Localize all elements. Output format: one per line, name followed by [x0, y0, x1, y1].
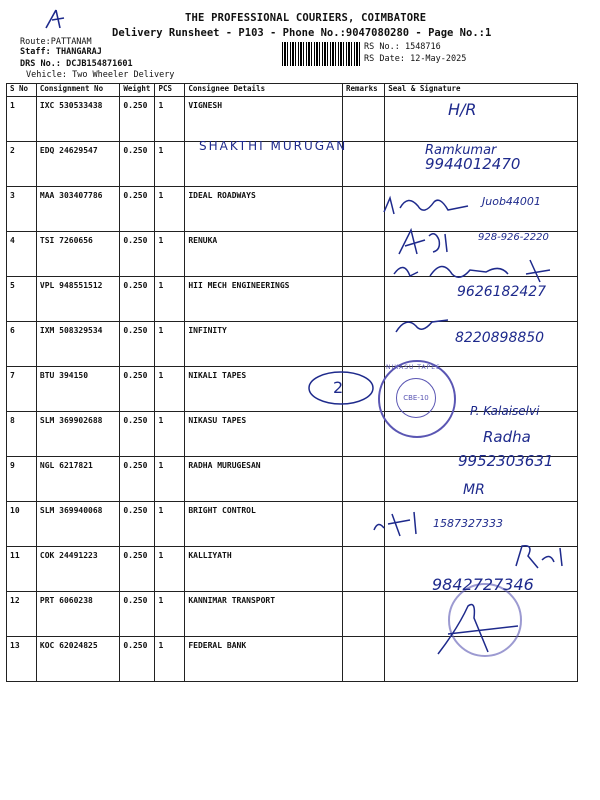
- cell-consignment: BTU 394150: [36, 367, 119, 412]
- cell-pcs: 1: [155, 322, 185, 367]
- signature-row3: [378, 190, 478, 224]
- col-consignment: Consignment No: [36, 84, 119, 97]
- cell-consignee: KALLIYATH: [185, 547, 343, 592]
- cell-consignee: VIGNESH: [185, 97, 343, 142]
- signature-row11: [370, 508, 430, 538]
- cell-consignment: MAA 303407786: [36, 187, 119, 232]
- cell-sno: 13: [7, 637, 37, 682]
- cell-consignee: IDEAL ROADWAYS: [185, 187, 343, 232]
- staff-info: Staff: THANGARAJ: [20, 47, 102, 57]
- handwritten-name-row9b: Radha: [483, 428, 531, 446]
- page-subtitle: Delivery Runsheet - P103 - Phone No.:9047080280 - Page No.:1: [112, 27, 492, 39]
- col-weight: Weight: [120, 84, 155, 97]
- handwritten-name-row2: Ramkumar: [425, 143, 497, 158]
- cell-pcs: 1: [155, 637, 185, 682]
- handwritten-name-row9a: P. Kalaiselvi: [470, 404, 540, 418]
- cell-consignment: SLM 369902688: [36, 412, 119, 457]
- signature-row4: [395, 226, 475, 260]
- cell-pcs: 1: [155, 457, 185, 502]
- cell-consignee: BRIGHT CONTROL: [185, 502, 343, 547]
- courier-logo-icon: [42, 6, 68, 32]
- handwritten-phone-row9: 9952303631: [458, 452, 554, 470]
- cell-sno: 2: [7, 142, 37, 187]
- cell-sno: 6: [7, 322, 37, 367]
- cell-consignment: VPL 948551512: [36, 277, 119, 322]
- signature-row12: [510, 542, 570, 572]
- cell-weight: 0.250: [120, 367, 155, 412]
- cell-sno: 3: [7, 187, 37, 232]
- col-pcs: PCS: [155, 84, 185, 97]
- cell-sno: 9: [7, 457, 37, 502]
- cell-weight: 0.250: [120, 502, 155, 547]
- col-sno: S No: [7, 84, 37, 97]
- cell-pcs: 1: [155, 367, 185, 412]
- cell-weight: 0.250: [120, 637, 155, 682]
- vehicle-info: Vehicle: Two Wheeler Delivery: [26, 70, 175, 80]
- rs-date: RS Date: 12-May-2025: [364, 54, 467, 64]
- handwritten-phone-row2: 9944012470: [425, 155, 521, 173]
- cell-weight: 0.250: [120, 322, 155, 367]
- cell-seal: [385, 97, 578, 142]
- cell-sno: 4: [7, 232, 37, 277]
- drs-info: DRS No.: DCJB154871601: [20, 59, 133, 69]
- cell-sno: 8: [7, 412, 37, 457]
- handwritten-phone-row3: Juob44001: [482, 195, 541, 208]
- handwritten-remark-row8: 2: [333, 378, 344, 397]
- cell-remarks: [343, 412, 385, 457]
- cell-consignee: RADHA MURUGESAN: [185, 457, 343, 502]
- cell-pcs: 1: [155, 592, 185, 637]
- cell-consignee: KANNIMAR TRANSPORT: [185, 592, 343, 637]
- cell-weight: 0.250: [120, 547, 155, 592]
- cell-pcs: 1: [155, 187, 185, 232]
- cell-remarks: [343, 232, 385, 277]
- cell-pcs: 1: [155, 232, 185, 277]
- cell-remarks: [343, 637, 385, 682]
- cell-remarks: [343, 277, 385, 322]
- handwritten-phone-row4: 928-926-2220: [478, 232, 549, 243]
- table-row: [7, 97, 578, 142]
- cell-weight: 0.250: [120, 97, 155, 142]
- signature-row1: H/R: [448, 100, 477, 119]
- company-seal-stamp: NIKASU TAPES CBE-10: [378, 360, 456, 438]
- cell-consignment: SLM 369940068: [36, 502, 119, 547]
- cell-pcs: 1: [155, 97, 185, 142]
- cell-remarks: [343, 322, 385, 367]
- cell-consignment: IXM 508329534: [36, 322, 119, 367]
- cell-weight: 0.250: [120, 232, 155, 277]
- cell-remarks: [343, 592, 385, 637]
- cell-weight: 0.250: [120, 277, 155, 322]
- cell-consignment: NGL 6217821: [36, 457, 119, 502]
- handwritten-phone-row5: 9626182427: [457, 284, 547, 300]
- cell-sno: 12: [7, 592, 37, 637]
- cell-consignee: INFINITY: [185, 322, 343, 367]
- cell-consignment: EDQ 24629547: [36, 142, 119, 187]
- signature-row13: [428, 598, 528, 662]
- cell-remarks: [343, 97, 385, 142]
- route-info: Route:PATTANAM: [20, 37, 92, 47]
- cell-consignment: COK 24491223: [36, 547, 119, 592]
- cell-sno: 5: [7, 277, 37, 322]
- cell-pcs: 1: [155, 277, 185, 322]
- cell-sno: 7: [7, 367, 37, 412]
- handwritten-phone-row6: 8220898850: [455, 330, 545, 346]
- cell-consignee: FEDERAL BANK: [185, 637, 343, 682]
- cell-consignee: NIKASU TAPES: [185, 412, 343, 457]
- cell-remarks: [343, 547, 385, 592]
- cell-remarks: [343, 457, 385, 502]
- cell-weight: 0.250: [120, 412, 155, 457]
- handwritten-phone-row11: 1587327333: [433, 517, 503, 530]
- cell-consignee: HII MECH ENGINEERINGS: [185, 277, 343, 322]
- handwritten-phone-row13: 9842727346: [432, 575, 534, 594]
- cell-pcs: 1: [155, 142, 185, 187]
- cell-sno: 1: [7, 97, 37, 142]
- col-seal-signature: Seal & Signature: [385, 84, 578, 97]
- cell-weight: 0.250: [120, 457, 155, 502]
- cell-consignee: NIKALI TAPES: [185, 367, 343, 412]
- signature-row10: MR: [463, 482, 485, 498]
- signature-row6: [392, 312, 452, 340]
- col-consignee: Consignee Details: [185, 84, 343, 97]
- barcode: [282, 42, 362, 66]
- rs-number: RS No.: 1548716: [364, 42, 441, 52]
- table-header-row: [7, 84, 578, 97]
- cell-consignment: IXC 530533438: [36, 97, 119, 142]
- cell-consignee: RENUKA: [185, 232, 343, 277]
- cell-pcs: 1: [155, 412, 185, 457]
- cell-sno: 11: [7, 547, 37, 592]
- cell-consignment: KOC 62024825: [36, 637, 119, 682]
- cell-pcs: 1: [155, 502, 185, 547]
- cell-consignment: PRT 6060238: [36, 592, 119, 637]
- cell-weight: 0.250: [120, 187, 155, 232]
- cell-sno: 10: [7, 502, 37, 547]
- col-remarks: Remarks: [343, 84, 385, 97]
- handwritten-consignee-row2: SHAKTHI MURUGAN: [199, 139, 348, 153]
- cell-weight: 0.250: [120, 592, 155, 637]
- cell-weight: 0.250: [120, 142, 155, 187]
- cell-remarks: [343, 142, 385, 187]
- page-title: THE PROFESSIONAL COURIERS, COIMBATORE: [185, 12, 427, 24]
- table-row: [7, 187, 578, 232]
- cell-pcs: 1: [155, 547, 185, 592]
- cell-consignment: TSI 7260656: [36, 232, 119, 277]
